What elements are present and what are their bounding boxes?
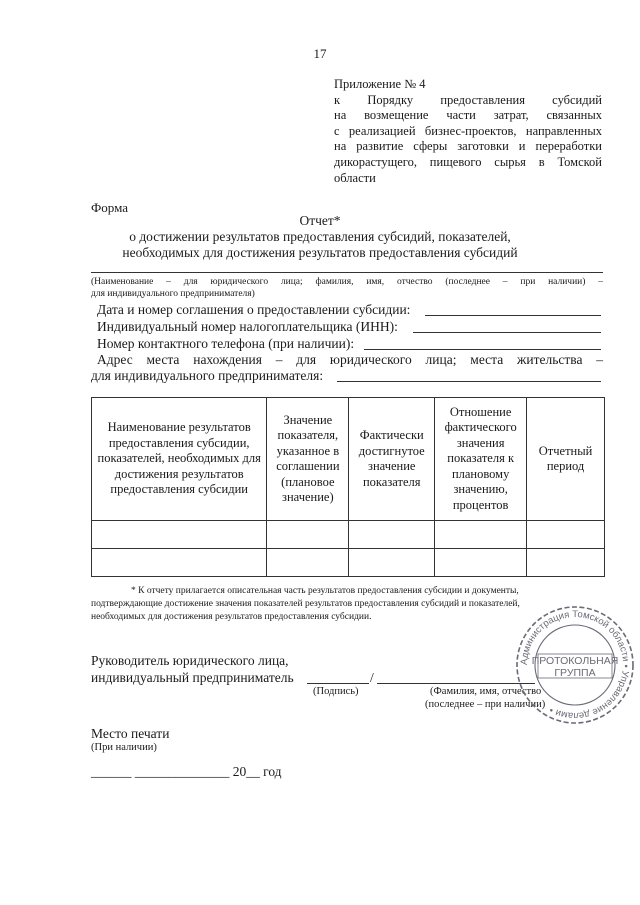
table-header-cell: Отношение фактического значения показателя к плановому значению, процентов: [435, 398, 527, 521]
appendix-line: области: [334, 170, 376, 185]
table-cell[interactable]: [92, 549, 267, 577]
report-subtitle-line: необходимых для достижения результатов предоставления субсидий: [122, 245, 518, 260]
inn-label: Индивидуальный номер налогоплательщика (ИНН):: [97, 319, 398, 334]
table-cell[interactable]: [435, 521, 527, 549]
table-cell[interactable]: [527, 521, 605, 549]
table-header-cell: Отчетный период: [527, 398, 605, 521]
appendix-line: к Порядку предоставления субсидий: [334, 92, 602, 107]
table-header-cell: Наименование результатов предоставления субсидии, показателей, необходимых для достижения результатов предоставления субсидии: [92, 398, 267, 521]
address-label: Адрес места нахождения – для юридического лица; места жительства –: [97, 352, 603, 367]
stamp-center-2: ГРУППА: [554, 667, 596, 679]
footnote-line: подтверждающие достижение значения показателей результатов предоставления субсидий и показателей,: [91, 599, 520, 609]
fullname-caption-1: (Фамилия, имя, отчество: [430, 686, 542, 697]
appendix-header: [334, 77, 602, 186]
table-cell[interactable]: [267, 521, 349, 549]
table-row: [92, 521, 605, 549]
inn-field: [91, 318, 603, 336]
signature-slash: /: [370, 670, 374, 685]
signature-title-1: Руководитель юридического лица,: [91, 653, 289, 668]
date-line: [91, 764, 282, 780]
table-cell[interactable]: [267, 549, 349, 577]
signature-caption: (Подпись): [313, 686, 359, 697]
table-cell[interactable]: [92, 521, 267, 549]
agreement-input-line[interactable]: [425, 315, 601, 316]
stamp-ring-text: Администрация Томской области • Управление делами •: [518, 608, 632, 722]
signature-input-line[interactable]: [307, 683, 369, 684]
results-table: [91, 397, 605, 577]
table-row: [92, 549, 605, 577]
report-subtitle: [80, 229, 560, 261]
table-header-row: [92, 398, 605, 521]
appendix-line: на возмещение части затрат, связанных: [334, 108, 602, 123]
date-year: 20__ год: [232, 764, 282, 779]
table-cell[interactable]: [435, 549, 527, 577]
phone-input-line[interactable]: [364, 349, 601, 350]
appendix-line: с реализацией бизнес-проектов, направленных: [334, 123, 602, 138]
report-subtitle-line: о достижении результатов предоставления субсидий, показателей,: [129, 229, 511, 244]
name-note-line: для индивидуального предпринимателя): [91, 289, 255, 299]
phone-label: Номер контактного телефона (при наличии):: [97, 336, 355, 351]
fullname-input-line[interactable]: [377, 683, 535, 684]
fullname-caption-2: (последнее – при наличии): [425, 699, 546, 710]
page-number: 17: [313, 46, 327, 61]
footnote-line: * К отчету прилагается описательная часть результатов предоставления субсидии и документы,: [131, 586, 519, 596]
table-cell[interactable]: [349, 521, 435, 549]
name-input-line[interactable]: [91, 272, 603, 273]
seal-label: Место печати: [91, 726, 170, 741]
address-label-cont: для индивидуального предпринимателя:: [91, 368, 324, 383]
date-day-line[interactable]: ______: [91, 764, 132, 779]
inn-input-line[interactable]: [413, 332, 601, 333]
appendix-line: на развитие сферы заготовки и переработки: [334, 139, 602, 154]
form-label: Форма: [91, 200, 128, 215]
protocol-stamp: [513, 603, 637, 727]
appendix-title: Приложение № 4: [334, 77, 426, 91]
address-input-line[interactable]: [337, 381, 601, 382]
footnote-line: необходимых для достижения результатов предоставления субсидии.: [91, 612, 372, 622]
seal-note: (При наличии): [91, 742, 157, 753]
report-title: Отчет*: [299, 213, 341, 228]
signature-title-2: индивидуальный предприниматель: [91, 670, 294, 685]
table-cell[interactable]: [527, 549, 605, 577]
address-field-line-2: [91, 367, 603, 385]
date-month-line[interactable]: ______________: [134, 764, 230, 779]
table-header-cell: Фактически достигнутое значение показателя: [349, 398, 435, 521]
appendix-line: дикорастущего, пищевого сырья в Томской: [334, 154, 602, 169]
stamp-center-1: ПРОТОКОЛЬНАЯ: [531, 655, 619, 667]
name-note: [91, 276, 603, 300]
table-header-cell: Значение показателя, указанное в соглашении (плановое значение): [267, 398, 349, 521]
name-note-line: (Наименование – для юридического лица; фамилия, имя, отчество (последнее – при наличии) –: [91, 277, 603, 287]
agreement-label: Дата и номер соглашения о предоставлении субсидии:: [97, 302, 411, 317]
table-cell[interactable]: [349, 549, 435, 577]
agreement-field: [91, 301, 603, 319]
